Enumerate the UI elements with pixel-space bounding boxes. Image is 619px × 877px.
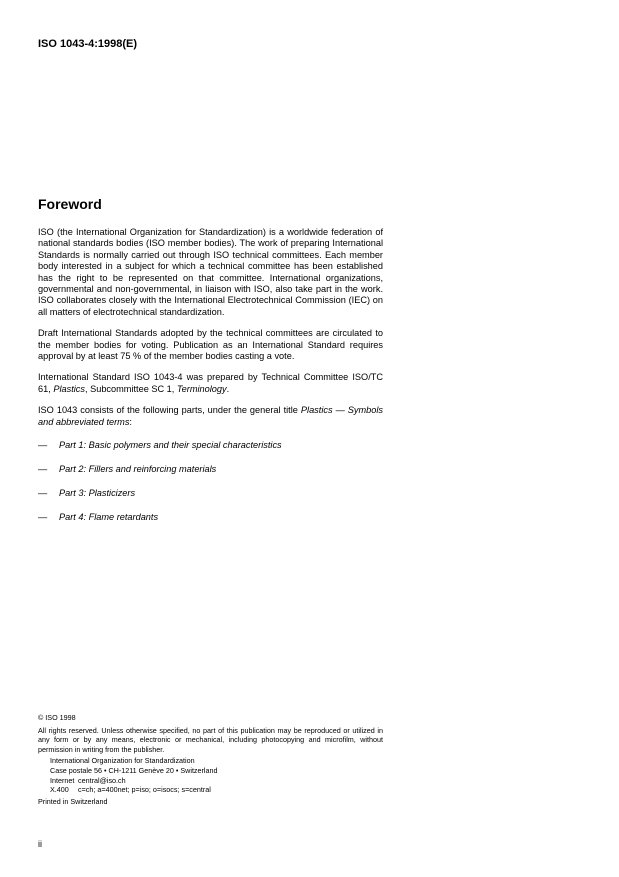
part-title: Part 1: Basic polymers and their special characteristics	[59, 440, 282, 451]
dash-bullet: —	[38, 511, 48, 522]
x400-value: c=ch; a=400net; p=iso; o=isocs; s=central	[78, 785, 211, 795]
dash-bullet: —	[38, 464, 48, 474]
text-span: International Standard ISO 1043-4 was prepared by Technical Committee ISO/TC 61,	[38, 372, 383, 394]
text-span: , Subcommittee SC 1,	[84, 383, 177, 394]
x400-row	[50, 785, 383, 795]
italic-text: Plastics	[53, 383, 85, 394]
text-span: :	[129, 416, 132, 427]
document-id: ISO 1043-4:1998(E)	[38, 38, 138, 50]
parts-list	[38, 440, 383, 523]
foreword-paragraph-3	[38, 372, 383, 395]
italic-text: Terminology	[176, 383, 227, 394]
dash-bullet: —	[38, 440, 48, 451]
page-number: ii	[38, 839, 42, 849]
rights-statement: All rights reserved. Unless otherwise specified, no part of this publication may be reproduced or utilized in any form or by any means, electronic or mechanical, including photocopying and microfilm, without permission in writing from the publisher.	[38, 725, 383, 754]
x400-label: X.400	[50, 785, 69, 795]
text-span: ISO 1043 consists of the following parts, under the general title	[38, 405, 301, 416]
list-item	[38, 440, 383, 451]
printed-in: Printed in Switzerland	[38, 796, 108, 806]
copyright-notice: © ISO 1998	[38, 713, 76, 722]
internet-value: central@iso.ch	[78, 775, 126, 785]
postal-address: Case postale 56 • CH-1211 Genève 20 • Switzerland	[50, 765, 218, 775]
list-item	[38, 512, 383, 523]
page-title: Foreword	[38, 196, 102, 212]
internet-label: Internet	[50, 775, 75, 785]
org-name: International Organization for Standardization	[50, 756, 195, 766]
foreword-paragraph-1: ISO (the International Organization for Standardization) is a worldwide federation of national standards bodies (ISO member bodies). The work of preparing International Standards is normally carried out through ISO technical committees. Each member body interested in a subject for which a technical committee has been established has the right to be represented on that committee. International organizations, governmental and non-governmental, in liaison with ISO, also take part in the work. ISO collaborates closely with the International Electrotechnical Commission (IEC) on all matters of electrotechnical standardization.	[38, 227, 383, 317]
italic-text: Plastics — Symbols and abbreviated terms	[38, 405, 383, 427]
publisher-address	[38, 756, 383, 794]
text-span: .	[226, 383, 230, 394]
list-item	[38, 464, 383, 475]
internet-row	[50, 776, 383, 786]
foreword-paragraph-4	[38, 405, 383, 428]
copyright-block	[38, 713, 383, 806]
foreword-paragraph-2: Draft International Standards adopted by the technical committees are circulated to the member bodies for voting. Publication as an International Standard requires approval by at least 75 % of the member bodies casting a vote.	[38, 328, 383, 362]
dash-bullet: —	[38, 487, 48, 498]
part-title: Part 2: Fillers and reinforcing materials	[59, 464, 217, 474]
foreword-body	[38, 227, 383, 536]
list-item	[38, 488, 383, 499]
part-title: Part 4: Flame retardants	[59, 511, 159, 522]
part-title: Part 3: Plasticizers	[59, 487, 136, 498]
